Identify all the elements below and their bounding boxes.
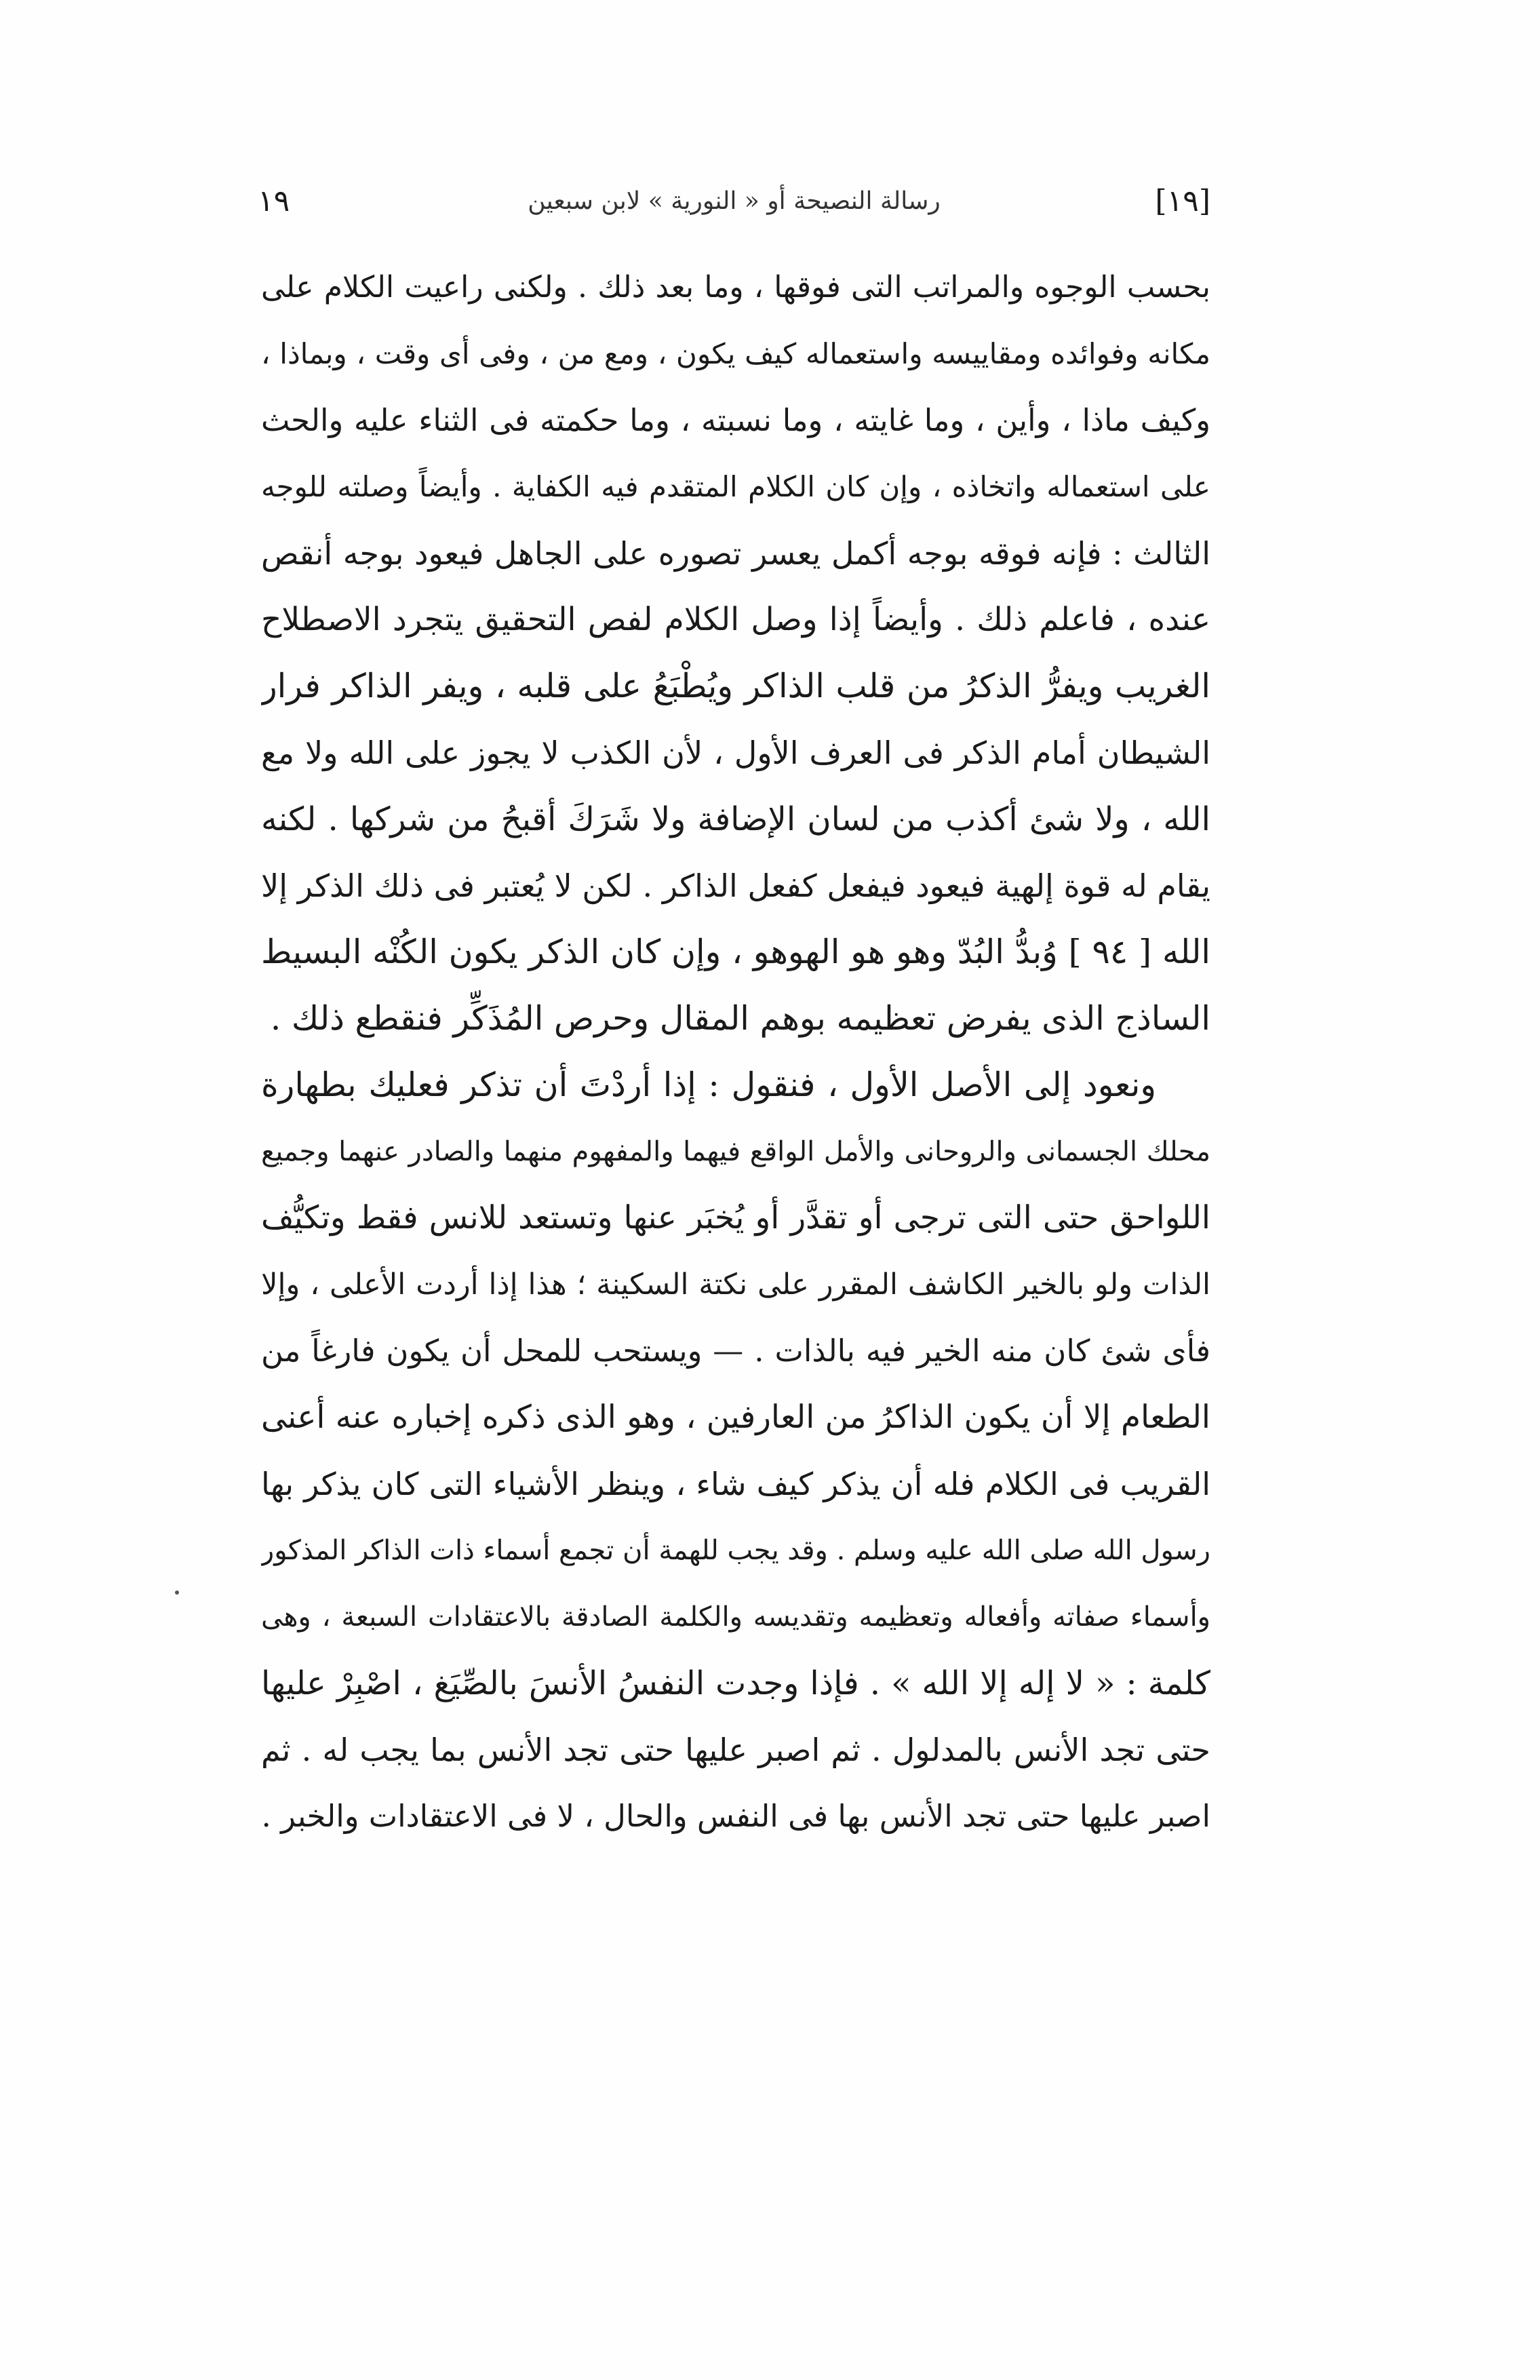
- text-line: كلمة : « لا إله إلا الله » . فإذا وجدت النفسُ الأنسَ بالصِّيَغ ، اصْبِرْ عليها: [261, 1664, 1210, 1702]
- text-line: الله ، ولا شئ أكذب من لسان الإضافة ولا شَرَكَ أقبحُ من شركها . لكنه: [261, 800, 1210, 838]
- text-line: القريب فى الكلام فله أن يذكر كيف شاء ، وينظر الأشياء التى كان يذكر بها: [261, 1466, 1210, 1502]
- text-line: الشيطان أمام الذكر فى العرف الأول ، لأن الكذب لا يجوز على الله ولا مع: [261, 735, 1210, 771]
- text-line: محلك الجسمانى والروحانى والأمل الواقع فيهما والمفهوم منهما والصادر عنهما وجميع: [261, 1136, 1210, 1167]
- text-line: بحسب الوجوه والمراتب التى فوقها ، وما بعد ذلك . ولكنى راعيت الكلام على: [261, 270, 1210, 305]
- text-line: الذات ولو بالخير الكاشف المقرر على نكتة السكينة ؛ هذا إذا أردت الأعلى ، وإلا: [261, 1268, 1210, 1302]
- paragraph-2: [261, 1052, 1210, 1850]
- bracketed-page-number: [١٩]: [1155, 184, 1210, 218]
- text-line: ونعود إلى الأصل الأول ، فنقول : إذا أردْتَ أن تذكر فعليك بطهارة: [261, 1066, 1156, 1104]
- text-line: وأسماء صفاته وأفعاله وتعظيمه وتقديسه والكلمة الصادقة بالاعتقادات السبعة ، وهى: [261, 1601, 1210, 1633]
- text-line: يقام له قوة إلهية فيعود فيفعل كفعل الذاكر . لكن لا يُعتبر فى ذلك الذكر إلا: [261, 867, 1210, 904]
- text-line: رسول الله صلى الله عليه وسلم . وقد يجب للهمة أن تجمع أسماء ذات الذاكر المذكور: [261, 1535, 1210, 1566]
- text-line: مكانه وفوائده ومقاييسه واستعماله كيف يكون ، ومع من ، وفى أى وقت ، وبماذا ،: [261, 337, 1210, 370]
- paragraph-1: [261, 254, 1210, 1052]
- text-line: الله [ ٩٤ ] وُبدُّ البُدّ وهو هو الهوهو ، وإن كان الذكر يكون الكُنْه البسيط: [261, 933, 1210, 971]
- text-line: على استعماله واتخاذه ، وإن كان الكلام المتقدم فيه الكفاية . وأيضاً وصلته للوجه: [261, 470, 1210, 503]
- text-line: اللواحق حتى التى ترجى أو تقدَّر أو يُخبَر عنها وتستعد للانس فقط وتكيُّف: [261, 1199, 1210, 1236]
- text-line: الطعام إلا أن يكون الذاكرُ من العارفين ، وهو الذى ذكره إخباره عنه أعنى: [261, 1399, 1210, 1436]
- page-header: [258, 178, 1210, 225]
- text-line: حتى تجد الأنس بالمدلول . ثم اصبر عليها حتى تجد الأنس بما يجب له . ثم: [261, 1732, 1210, 1768]
- text-line: عنده ، فاعلم ذلك . وأيضاً إذا وصل الكلام لفص التحقيق يتجرد الاصطلاح: [261, 601, 1210, 638]
- text-line: فأى شئ كان منه الخير فيه بالذات . — ويستحب للمحل أن يكون فارغاً من: [261, 1333, 1210, 1369]
- body-text: [261, 254, 1210, 1850]
- text-line: الثالث : فإنه فوقه بوجه أكمل يعسر تصوره على الجاهل فيعود بوجه أنقص: [261, 535, 1210, 572]
- text-line: وكيف ماذا ، وأين ، وما غايته ، وما نسبته ، وما حكمته فى الثناء عليه والحث: [261, 402, 1210, 438]
- running-title: رسالة النصيحة أو « النورية » لابن سبعين: [528, 187, 941, 215]
- page-number: ١٩: [258, 184, 290, 218]
- text-line: الساذج الذى يفرض تعظيمه بوهم المقال وحرص المُذَكِّر فنقطع ذلك .: [270, 999, 1210, 1038]
- text-line: الغريب ويفرُّ الذكرُ من قلب الذاكر ويُطْبَعُ على قلبه ، ويفر الذاكر فرار: [261, 667, 1210, 705]
- text-line: اصبر عليها حتى تجد الأنس بها فى النفس والحال ، لا فى الاعتقادات والخبر .: [261, 1798, 1210, 1834]
- scan-speck: [175, 1591, 179, 1595]
